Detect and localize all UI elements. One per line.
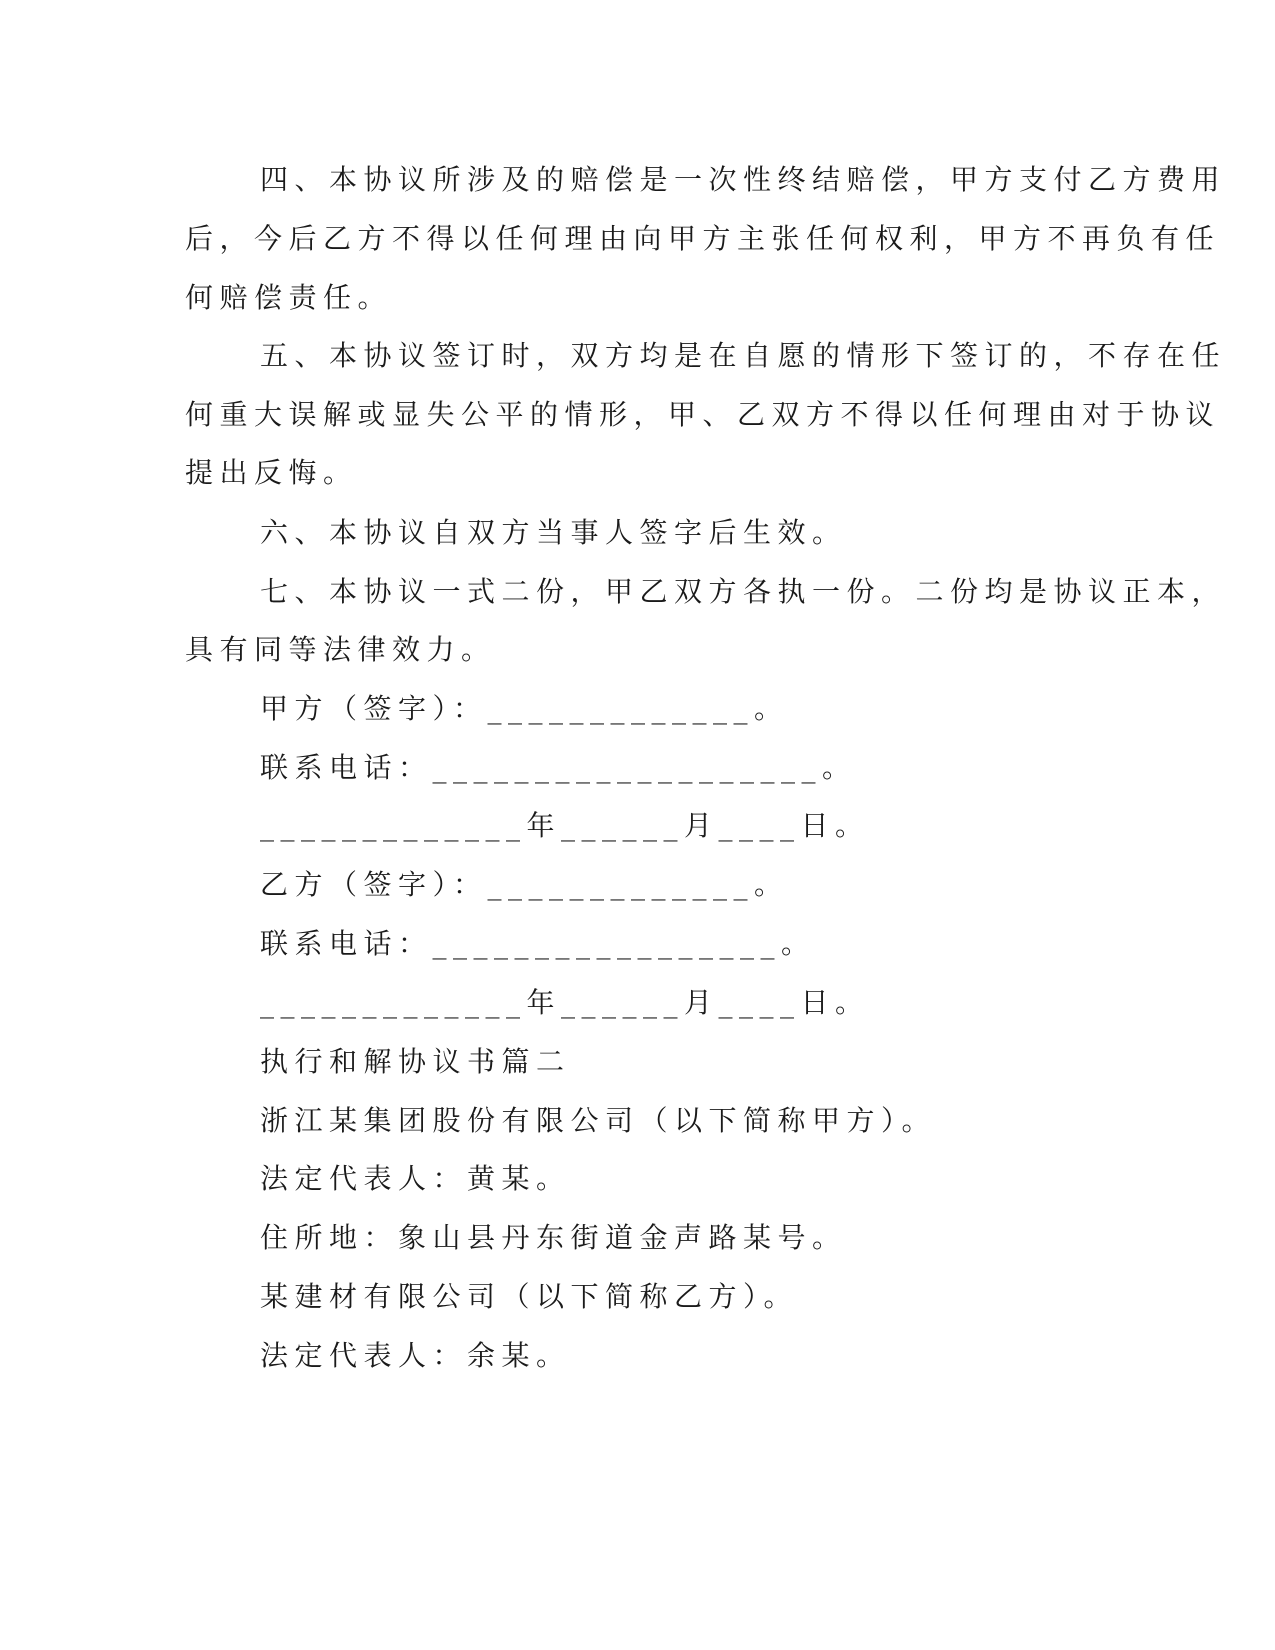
party-b-date-line: _____________年______月____日。	[260, 986, 870, 1019]
party-a-date-line: _____________年______月____日。	[260, 809, 870, 842]
clause-5-line-3: 提出反悔。	[185, 456, 358, 489]
party-a-signature-line: 甲方（签字）：_____________。	[260, 692, 789, 725]
party-b-name-line: 某建材有限公司（以下简称乙方）。	[260, 1280, 799, 1313]
clause-7-line-1: 七、本协议一式二份，甲乙双方各执一份。二份均是协议正本，	[260, 575, 1227, 608]
party-a-address-line: 住所地：象山县丹东街道金声路某号。	[260, 1221, 847, 1254]
clause-6-line-1: 六、本协议自双方当事人签字后生效。	[260, 516, 847, 549]
section-heading: 执行和解协议书篇二	[260, 1045, 571, 1078]
party-a-phone-line: 联系电话：___________________。	[260, 751, 857, 784]
clause-5-line-2: 何重大误解或显失公平的情形，甲、乙双方不得以任何理由对于协议	[185, 398, 1221, 431]
clause-4-line-3: 何赔偿责任。	[185, 281, 393, 314]
clause-4-line-2: 后，今后乙方不得以任何理由向甲方主张任何权利，甲方不再负有任	[185, 222, 1221, 255]
party-b-representative-line: 法定代表人：余某。	[260, 1339, 571, 1372]
clause-4-line-1: 四、本协议所涉及的赔偿是一次性终结赔偿，甲方支付乙方费用	[260, 163, 1227, 196]
clause-7-line-2: 具有同等法律效力。	[185, 633, 496, 666]
party-a-name-line: 浙江某集团股份有限公司（以下简称甲方）。	[260, 1104, 937, 1137]
clause-5-line-1: 五、本协议签订时，双方均是在自愿的情形下签订的，不存在任	[260, 339, 1227, 372]
party-a-representative-line: 法定代表人：黄某。	[260, 1162, 571, 1195]
party-b-phone-line: 联系电话：_________________。	[260, 927, 816, 960]
party-b-signature-line: 乙方（签字）：_____________。	[260, 868, 789, 901]
